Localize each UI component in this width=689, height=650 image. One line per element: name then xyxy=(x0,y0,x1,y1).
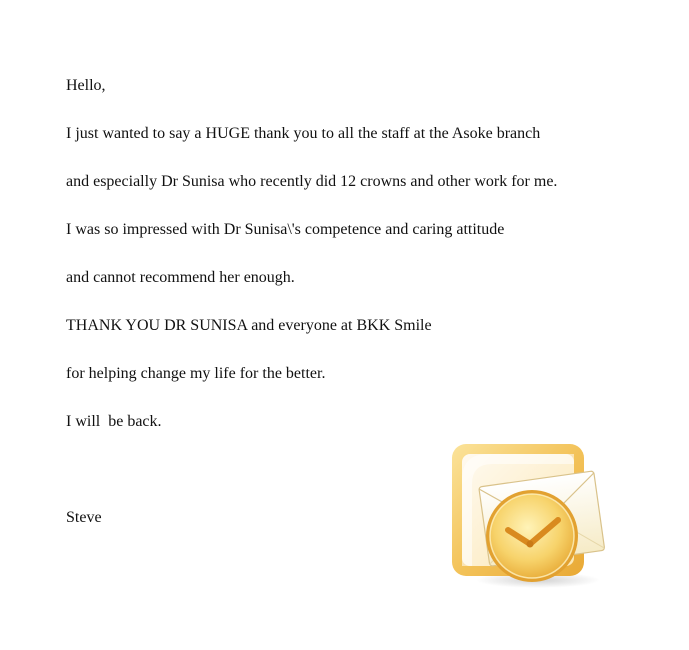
clock-icon xyxy=(486,490,578,582)
letter-line: I was so impressed with Dr Sunisa\'s competence and caring attitude xyxy=(66,221,505,238)
greeting: Hello, xyxy=(66,77,106,94)
letter-line: I just wanted to say a HUGE thank you to all the staff at the Asoke branch xyxy=(66,125,541,142)
letter-line: and especially Dr Sunisa who recently did 12 crowns and other work for me. xyxy=(66,173,558,190)
outlook-envelope-clock-icon xyxy=(446,440,614,590)
letter-line: THANK YOU DR SUNISA and everyone at BKK Smile xyxy=(66,317,432,334)
letter-line: for helping change my life for the better. xyxy=(66,365,326,382)
signature: Steve xyxy=(66,509,102,526)
letter-line: and cannot recommend her enough. xyxy=(66,269,295,286)
letter-line: I will be back. xyxy=(66,413,162,430)
